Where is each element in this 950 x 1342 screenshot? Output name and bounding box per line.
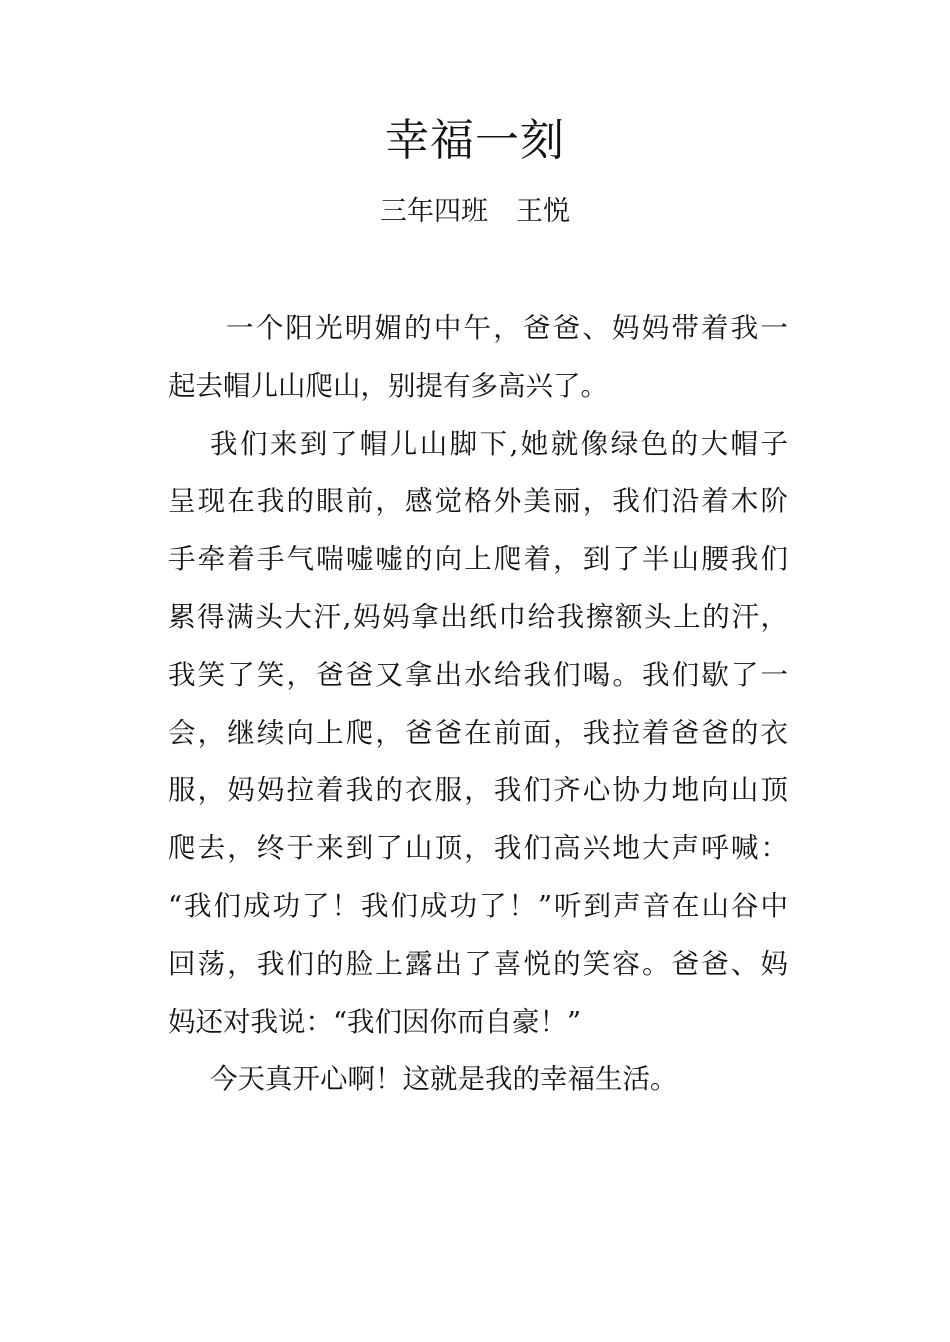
- byline: [0, 194, 950, 230]
- text-line: “我们成功了！我们成功了！”听到声音在山谷中: [168, 889, 788, 922]
- text-line: 起去帽儿山爬山，别提有多高兴了。: [168, 369, 608, 402]
- text-line: 呈现在我的眼前，感觉格外美丽，我们沿着木阶: [168, 485, 788, 518]
- text-line: 我们来到了帽儿山脚下,她就像绿色的大帽子: [210, 427, 788, 460]
- text-line: 手牵着手气喘嘘嘘的向上爬着，到了半山腰我们: [168, 543, 788, 576]
- paragraph-1: [168, 306, 788, 422]
- paragraph-3: [168, 1057, 788, 1115]
- text-line: 回荡，我们的脸上露出了喜悦的笑容。爸爸、妈: [168, 947, 788, 980]
- essay-body: [168, 306, 788, 1115]
- class-name: 三年四班: [380, 196, 488, 227]
- author-name: 王悦: [516, 196, 570, 227]
- text-line: 一个阳光明媚的中午，爸爸、妈妈带着我一: [226, 312, 788, 344]
- text-line: 我笑了笑，爸爸又拿出水给我们喝。我们歇了一: [168, 658, 788, 691]
- text-line: 累得满头大汗,妈妈拿出纸巾给我擦额头上的汗，: [168, 600, 788, 633]
- document-title: 幸福一刻: [385, 115, 565, 166]
- text-line: 爬去，终于来到了山顶，我们高兴地大声呼喊：: [168, 832, 788, 865]
- text-line: 妈还对我说：“我们因你而自豪！”: [168, 1005, 582, 1038]
- text-line: 服，妈妈拉着我的衣服，我们齐心协力地向山顶: [168, 774, 788, 807]
- text-line: 会，继续向上爬，爸爸在前面，我拉着爸爸的衣: [168, 716, 788, 749]
- paragraph-2: [168, 422, 788, 1058]
- text-line: 今天真开心啊！这就是我的幸福生活。: [210, 1063, 678, 1096]
